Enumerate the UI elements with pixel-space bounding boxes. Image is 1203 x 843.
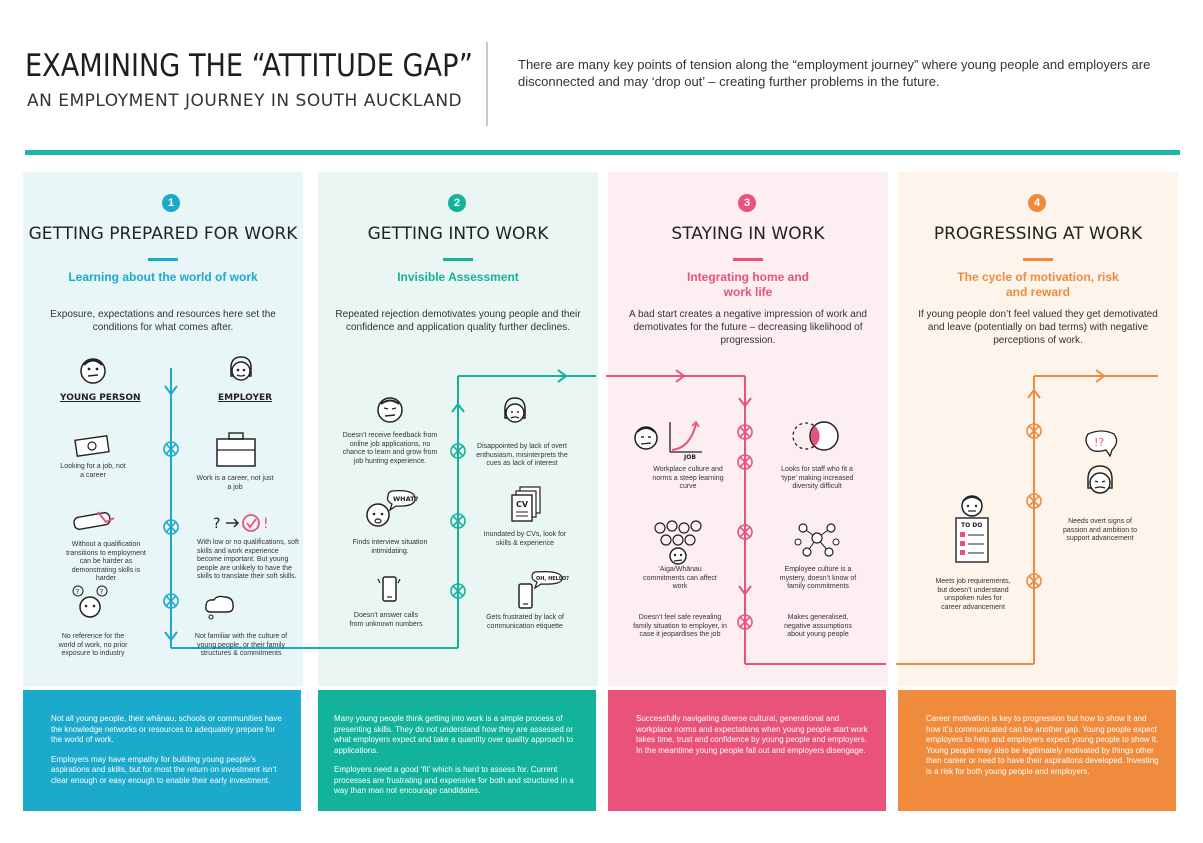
- stage-2-summary-p1: Many young people think getting into work is a simple process of presenting skills. They do not understand how they are assessed or what employers expect and take a quantity over quality approach to applications.: [334, 714, 574, 755]
- stage-4-summary-p1: Career motivation is key to progression but how to show it and how it’s communicated can be another gap. Young people expect employers to help and employers expect young people to show it. Young people may also be legitimately motivated by things other than career or need to have their aspirations developed. Investing is a risk for both young people and employers.: [926, 714, 1159, 776]
- stage-2-number-badge: 2: [448, 194, 466, 212]
- svg-text:?: ?: [99, 588, 104, 596]
- stage-3-note-3: ‘Aiga/Whānau commitments can affect work: [643, 566, 717, 590]
- stage-1-note-6: Not familiar with the culture of young people, or their family structures & commitments: [194, 633, 288, 657]
- stage-4-note-1: Needs overt signs of passion and ambition to support advancement: [1063, 518, 1137, 542]
- stage-2-underline: [443, 258, 473, 261]
- young-person-label: YOUNG PERSON: [60, 393, 141, 403]
- stage-1-number-badge: 1: [162, 194, 180, 212]
- questioning-employer-icon: [1080, 428, 1120, 506]
- page-title: [25, 42, 475, 86]
- nervous-face-speech-icon: [360, 487, 418, 531]
- stage-4-title: PROGRESSING AT WORK: [933, 224, 1143, 244]
- stage-3-subtitle: Integrating home and work life: [686, 270, 809, 299]
- stage-2-title: GETTING INTO WORK: [367, 224, 549, 244]
- intro-text: There are many key points of tension along the “employment journey” where young people and employers are disconnected and may ‘drop out’ – creating further problems in the future.: [518, 57, 1151, 89]
- cv-document-text: CV: [516, 500, 529, 509]
- phone-bubble-text: OH, HELLO?: [536, 576, 570, 582]
- stage-3-summary-p1: Successfully navigating diverse cultural, generational and workplace norms and expectations when young people start work takes time, trust and confidence by young people and employers. In the meantime young people fall out and employers disengage.: [636, 714, 868, 755]
- stage-2-note-3: Finds interview situation intimidating.: [352, 539, 428, 555]
- header-rule: [25, 150, 1180, 155]
- stage-1-title: GETTING PREPARED FOR WORK: [28, 224, 298, 244]
- thought-bubble-icon: [203, 594, 237, 620]
- stage-1-note-2: Work is a career, not just a job: [196, 475, 274, 491]
- stage-4-summary-box: [898, 690, 1176, 811]
- briefcase-icon: [213, 430, 259, 470]
- money-icon: [73, 434, 113, 458]
- todo-list-person-icon: [948, 494, 996, 566]
- question-to-check-icon: [211, 510, 273, 534]
- stage-1-note-1: Looking for a job, not a career: [60, 463, 126, 479]
- diploma-scroll-icon: [70, 508, 118, 532]
- family-group-icon: [650, 518, 710, 566]
- stage-3-underline: [733, 258, 763, 261]
- stage-1-note-3: Without a qualification transitions to employment can be harder as demonstrating skills is harder: [66, 541, 146, 582]
- stage-4-note-2: Meets job requirements, but doesn’t understand unspoken rules for career advancement: [935, 578, 1011, 611]
- stage-1-subtitle: Learning about the world of work: [68, 270, 258, 284]
- stage-1-note-4: With low or no qualifications, soft skills and work experience become important. But young people are unlikely to have the skills to translate their soft skills.: [197, 539, 299, 580]
- todo-list-heading: TO DO: [961, 522, 983, 529]
- stage-3-note-2: Looks for staff who fit a ‘type’ making increased diversity difficult: [780, 466, 854, 490]
- svg-text:?: ?: [75, 588, 80, 596]
- stage-2-summary-p2: Employers need a good ‘fit’ which is hard to assess for. Current processes are frustrating and expensive for both and structured in a way than man not encourage candidates.: [334, 765, 574, 795]
- stage-1-summary-box: [23, 690, 301, 811]
- stage-3-note-1: Workplace culture and norms a steep learning curve: [652, 466, 724, 490]
- stage-1-panel: [23, 172, 303, 686]
- venn-circles-icon: [786, 418, 846, 454]
- employer-face-icon: [226, 354, 256, 386]
- exclaim-question-text: !?: [1094, 436, 1105, 449]
- stage-2-note-4: Inundated by CVs, look for skills & experience: [483, 531, 567, 547]
- stage-2-note-2: Disappointed by lack of overt enthusiasm, misinterprets the cues as lack of interest: [476, 443, 568, 467]
- svg-text:!: !: [263, 516, 269, 532]
- phone-hello-icon: [515, 568, 570, 610]
- face-with-steep-graph-icon: [630, 418, 706, 460]
- stage-4-description: If young people don’t feel valued they get demotivated and leave (potentially on bad terms) with negative perceptions of work.: [918, 309, 1158, 346]
- stage-2-note-1: Doesn’t receive feedback from online job applications, no chance to learn and grow from job hunting experience.: [342, 432, 438, 465]
- header-divider: [486, 42, 488, 126]
- stage-3-title: STAYING IN WORK: [671, 224, 825, 244]
- stage-1-note-5: No reference for the world of work, no prior exposure to industry: [58, 633, 128, 657]
- stage-3-note-6: Makes generalised, negative assumptions about young people: [784, 614, 852, 638]
- cv-stack-icon: [510, 485, 544, 523]
- stage-1-description: Exposure, expectations and resources here set the conditions for what comes after.: [50, 309, 276, 333]
- young-person-face-icon: [78, 356, 108, 386]
- svg-text:?: ?: [213, 516, 221, 532]
- stage-4-number-badge: 4: [1028, 194, 1046, 212]
- stage-3-description: A bad start creates a negative impression of work and demotivates for the future – decreasing likelihood of progression.: [629, 309, 867, 346]
- network-mystery-icon: [793, 518, 841, 562]
- page-title-text: EXAMINING THE “ATTITUDE GAP”: [25, 48, 473, 84]
- stage-2-subtitle: Invisible Assessment: [397, 270, 519, 284]
- stage-2-note-6: Gets frustrated by lack of communication etiquette: [486, 614, 564, 630]
- job-axis-label: JOB: [684, 454, 696, 461]
- stage-2-description: Repeated rejection demotivates young people and their confidence and application quality further declines.: [335, 309, 581, 333]
- confused-face-icon: [70, 583, 110, 625]
- stage-4-subtitle: The cycle of motivation, risk and reward: [957, 270, 1119, 299]
- mobile-phone-icon: [375, 571, 403, 605]
- stage-3-summary-box: [608, 690, 886, 811]
- page-subtitle: AN EMPLOYMENT JOURNEY IN SOUTH AUCKLAND: [27, 91, 463, 111]
- stage-3-number-badge: 3: [738, 194, 756, 212]
- stage-3-note-5: Doesn’t feel safe revealing family situation to employer, in case it jeopardises the job: [633, 614, 727, 638]
- stage-2-summary-box: [318, 690, 596, 811]
- frustrated-face-icon: [375, 394, 405, 426]
- stage-3-note-4: Employee culture is a mystery, doesn’t know of family commitments: [779, 566, 857, 590]
- stage-1-summary-p2: Employers may have empathy for building young people’s aspirations and skills, but for most the return on investment isn’t clear enough or easy enough to enable their early investment.: [51, 754, 277, 785]
- stage-1-summary-p1: Not all young people, their whānau, schools or communities have the knowledge networks or resources to adequately prepare for the world of work.: [51, 714, 282, 744]
- stage-2-note-5: Doesn’t answer calls from unknown numbers: [349, 612, 423, 628]
- employer-label: EMPLOYER: [218, 393, 273, 403]
- speech-bubble-text: WHAT?: [393, 495, 419, 503]
- stage-4-underline: [1023, 258, 1053, 261]
- disappointed-employer-icon: [498, 394, 532, 428]
- stage-1-underline: [148, 258, 178, 261]
